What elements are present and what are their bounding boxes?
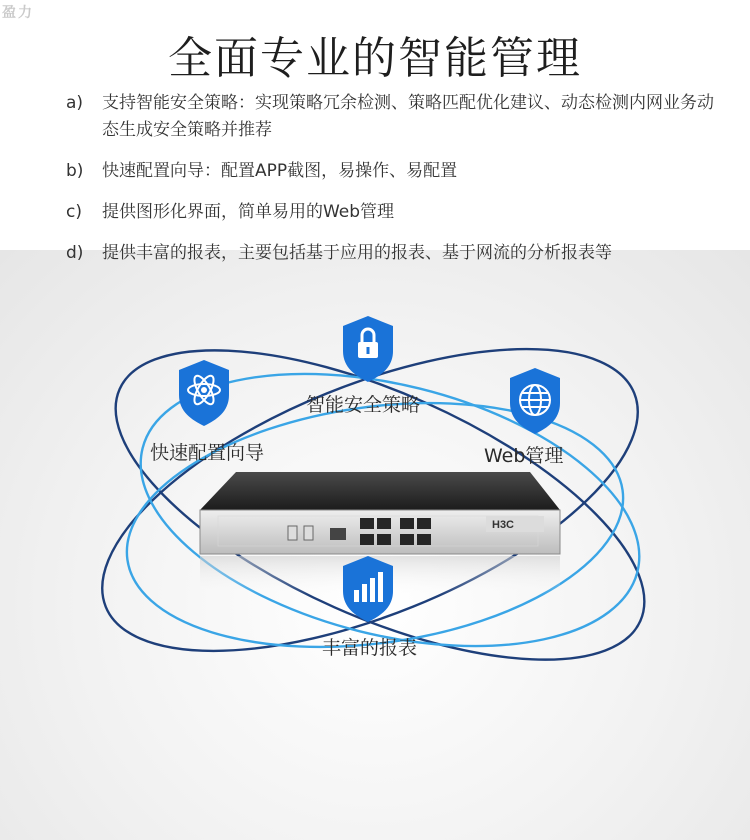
feature-marker: b) bbox=[66, 161, 84, 181]
feature-text: 支持智能安全策略：实现策略冗余检测、策略匹配优化建议、动态检测内网业务动态生成安全策略并推荐 bbox=[102, 93, 714, 140]
device-brand: H3C bbox=[492, 519, 515, 531]
node-label-web: Web管理 bbox=[484, 445, 564, 467]
feature-list bbox=[66, 90, 716, 281]
watermark: 盈力 bbox=[2, 5, 34, 21]
feature-marker: c) bbox=[66, 202, 82, 222]
feature-text: 提供丰富的报表，主要包括基于应用的报表、基于网流的分析报表等 bbox=[102, 243, 612, 263]
feature-marker: a) bbox=[66, 93, 84, 113]
bar-chart-icon bbox=[343, 556, 393, 622]
management-diagram bbox=[0, 260, 750, 840]
feature-item bbox=[66, 199, 716, 226]
feature-item bbox=[66, 158, 716, 185]
page-title: 全面专业的智能管理 bbox=[168, 33, 582, 84]
feature-text: 提供图形化界面，简单易用的Web管理 bbox=[102, 202, 395, 222]
feature-marker: d) bbox=[66, 243, 84, 263]
node-label-security: 智能安全策略 bbox=[306, 394, 421, 416]
feature-text: 快速配置向导：配置APP截图，易操作、易配置 bbox=[102, 161, 458, 181]
node-label-reports: 丰富的报表 bbox=[322, 637, 418, 659]
node-label-wizard: 快速配置向导 bbox=[150, 442, 265, 464]
feature-item bbox=[66, 90, 716, 144]
atom-icon bbox=[179, 360, 229, 426]
